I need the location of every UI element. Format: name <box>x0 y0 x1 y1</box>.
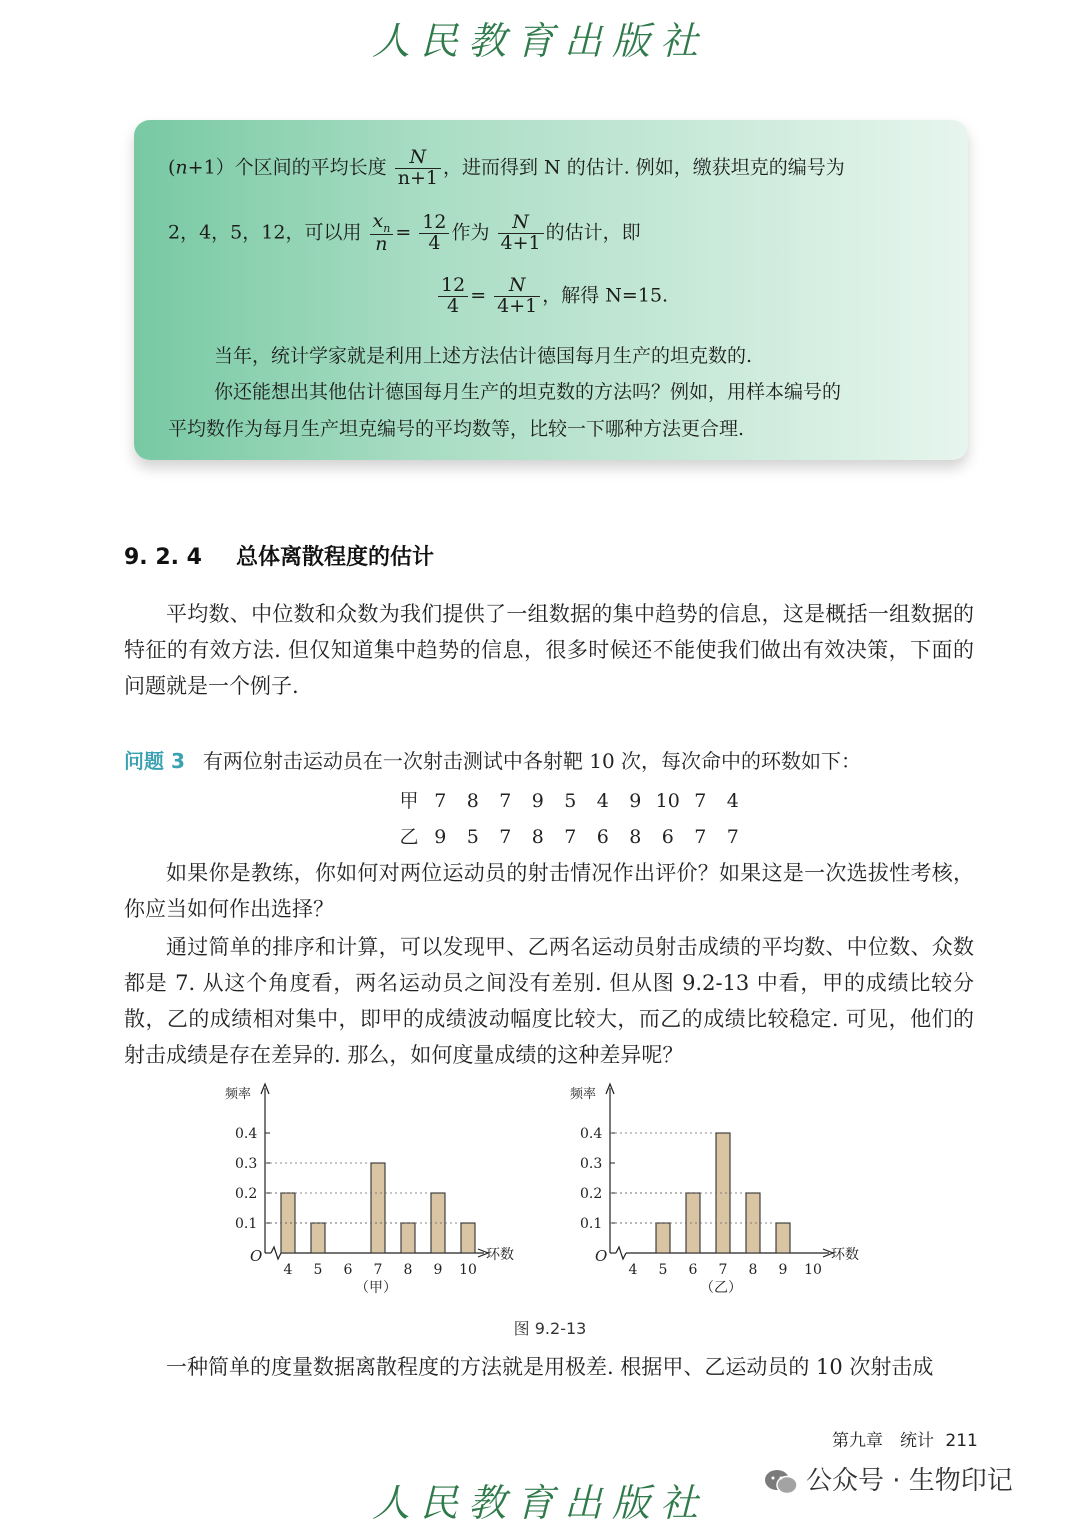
box-line-5: 你还能想出其他估计德国每月生产的坦克数的方法吗？例如，用样本编号的 <box>214 381 842 403</box>
publisher-logo-top: 人民教育出版社 <box>371 19 708 63</box>
problem-statement <box>124 743 974 779</box>
box-line-6: 平均数作为每月生产坦克编号的平均数等，比较一下哪种方法更合理. <box>168 418 745 440</box>
x-tick-label: 6 <box>688 1262 698 1278</box>
bar <box>656 1223 670 1253</box>
page-number: 211 <box>945 1431 978 1451</box>
fraction-12-over-4: $\frac{12}{4}$ <box>419 213 449 254</box>
bar <box>431 1193 445 1253</box>
x-tick-label: 9 <box>778 1262 788 1278</box>
bar <box>716 1133 730 1253</box>
box-line-4: 当年，统计学家就是利用上述方法估计德国每月生产的坦克数的. <box>214 345 753 367</box>
histogram-yi <box>545 1078 875 1298</box>
x-tick-label: 6 <box>343 1262 353 1278</box>
row-name: 乙 <box>399 826 419 848</box>
box-line-2: 2，4，5，12，可以用 $\frac{x_n}{n}$ = $\frac{12}{4}$ 作为 $\frac{N}{4+1}$ 的估计，即 <box>168 210 641 256</box>
row-value: 4 <box>726 790 739 812</box>
box-line-3: $\frac{12}{4}$ = $\frac{N}{4+1}$ ，解得 N=15. <box>436 276 668 317</box>
row-value: 7 <box>694 790 707 812</box>
paragraph-analysis: 通过简单的排序和计算，可以发现甲、乙两名运动员射击成绩的平均数、中位数、众数都是 7. 从这个角度看，两名运动员之间没有差别. 但从图 9.2-13 中看，甲的成绩比较分散，乙的成绩相对集中，即甲的成绩波动幅度比较大，而乙的成绩比较稳定. 可见，他们的射击成绩是存在差异的. 那么，如何度量成绩的这种差异呢？ <box>124 935 974 1067</box>
chapter-label: 第九章 统计 <box>832 1431 934 1451</box>
x-tick-label: 7 <box>718 1262 728 1278</box>
x-axis-label: 环数 <box>486 1247 514 1263</box>
chart-subtitle: （乙） <box>700 1280 742 1296</box>
row-value: 8 <box>531 826 544 848</box>
figure-caption: 图 9.2-13 <box>513 1319 587 1338</box>
problem-text: 有两位射击运动员在一次射击测试中各射靶 10 次，每次命中的环数如下： <box>202 749 862 773</box>
x-tick-label: 9 <box>433 1262 443 1278</box>
paragraph-range: 一种简单的度量数据离散程度的方法就是用极差. 根据甲、乙运动员的 10 次射击成 <box>166 1355 934 1379</box>
y-tick-label: 0.2 <box>235 1186 258 1202</box>
fraction-xn-over-n: $\frac{x_n}{n}$ <box>370 212 394 255</box>
row-value: 7 <box>694 826 707 848</box>
x-tick-label: 4 <box>283 1262 293 1278</box>
data-row-yi <box>394 822 749 849</box>
intro-paragraph: 平均数、中位数和众数为我们提供了一组数据的集中趋势的信息，这是概括一组数据的特征的有效方法. 但仅知道集中趋势的信息，很多时候还不能使我们做出有效决策，下面的问题就是一个例子. <box>124 602 974 698</box>
row-value: 9 <box>531 790 544 812</box>
y-tick-label: 0.1 <box>235 1216 258 1232</box>
axis-break <box>616 1247 626 1259</box>
section-title: 总体离散程度的估计 <box>235 545 434 570</box>
fraction-N-over-5-b: $\frac{N}{4+1}$ <box>494 276 540 317</box>
bar <box>686 1193 700 1253</box>
row-value: 7 <box>564 826 577 848</box>
row-value: 6 <box>596 826 609 848</box>
y-tick-label: 0.2 <box>580 1186 603 1202</box>
row-value: 8 <box>629 826 642 848</box>
row-value: 5 <box>466 826 479 848</box>
row-value: 7 <box>726 826 739 848</box>
row-value: 9 <box>434 826 447 848</box>
fraction-n-over-n-plus-1: $\frac{N}{n+1}$ <box>395 148 441 189</box>
y-tick-label: 0.3 <box>235 1156 258 1172</box>
section-heading <box>124 540 434 571</box>
x-tick-label: 7 <box>373 1262 383 1278</box>
y-tick-label: 0.3 <box>580 1156 603 1172</box>
y-axis-label: 频率 <box>225 1087 252 1102</box>
bar <box>461 1223 475 1253</box>
row-value: 6 <box>661 826 674 848</box>
y-tick-label: 0.4 <box>235 1126 258 1142</box>
x-tick-label: 8 <box>748 1262 758 1278</box>
section-number: 9. 2. 4 <box>124 545 202 570</box>
row-value: 7 <box>434 790 447 812</box>
row-value: 8 <box>466 790 479 812</box>
row-value: 4 <box>596 790 609 812</box>
histogram-jia <box>200 1078 530 1298</box>
x-tick-label: 4 <box>628 1262 638 1278</box>
bar <box>371 1163 385 1253</box>
origin-label: O <box>595 1247 608 1265</box>
axis-break <box>271 1247 281 1259</box>
row-value: 5 <box>564 790 577 812</box>
origin-label: O <box>250 1247 263 1265</box>
problem-label: 问题 3 <box>124 749 185 773</box>
x-tick-label: 10 <box>459 1262 477 1278</box>
y-tick-label: 0.1 <box>580 1216 603 1232</box>
row-value: 7 <box>499 826 512 848</box>
box-line-1: (n+1）个区间的平均长度 $\frac{N}{n+1}$ ，进而得到 N 的估计. 例如，缴获坦克的编号为 <box>168 146 845 189</box>
x-tick-label: 5 <box>313 1262 323 1278</box>
bar <box>401 1223 415 1253</box>
bar <box>311 1223 325 1253</box>
row-value: 9 <box>629 790 642 812</box>
data-row-jia <box>394 786 749 813</box>
publisher-logo-bottom: 人民教育出版社 <box>371 1481 708 1525</box>
y-axis-label: 频率 <box>570 1087 597 1102</box>
x-tick-label: 8 <box>403 1262 413 1278</box>
bar <box>281 1193 295 1253</box>
row-value: 7 <box>499 790 512 812</box>
bar <box>776 1223 790 1253</box>
paragraph-coach: 如果你是教练，你如何对两位运动员的射击情况作出评价？如果这是一次选拔性考核，你应当如何作出选择？ <box>124 861 974 921</box>
wechat-watermark: 公众号 · 生物印记 <box>764 1460 1013 1497</box>
row-value: 10 <box>655 790 680 812</box>
fraction-12-over-4-b: $\frac{12}{4}$ <box>438 276 468 317</box>
bar <box>746 1193 760 1253</box>
row-name: 甲 <box>399 790 419 812</box>
chart-subtitle: （甲） <box>355 1280 397 1296</box>
fraction-N-over-5: $\frac{N}{4+1}$ <box>498 213 544 254</box>
x-tick-label: 10 <box>804 1262 822 1278</box>
x-axis-label: 环数 <box>831 1247 859 1263</box>
x-tick-label: 5 <box>658 1262 668 1278</box>
page-footer <box>832 1426 978 1451</box>
y-tick-label: 0.4 <box>580 1126 603 1142</box>
